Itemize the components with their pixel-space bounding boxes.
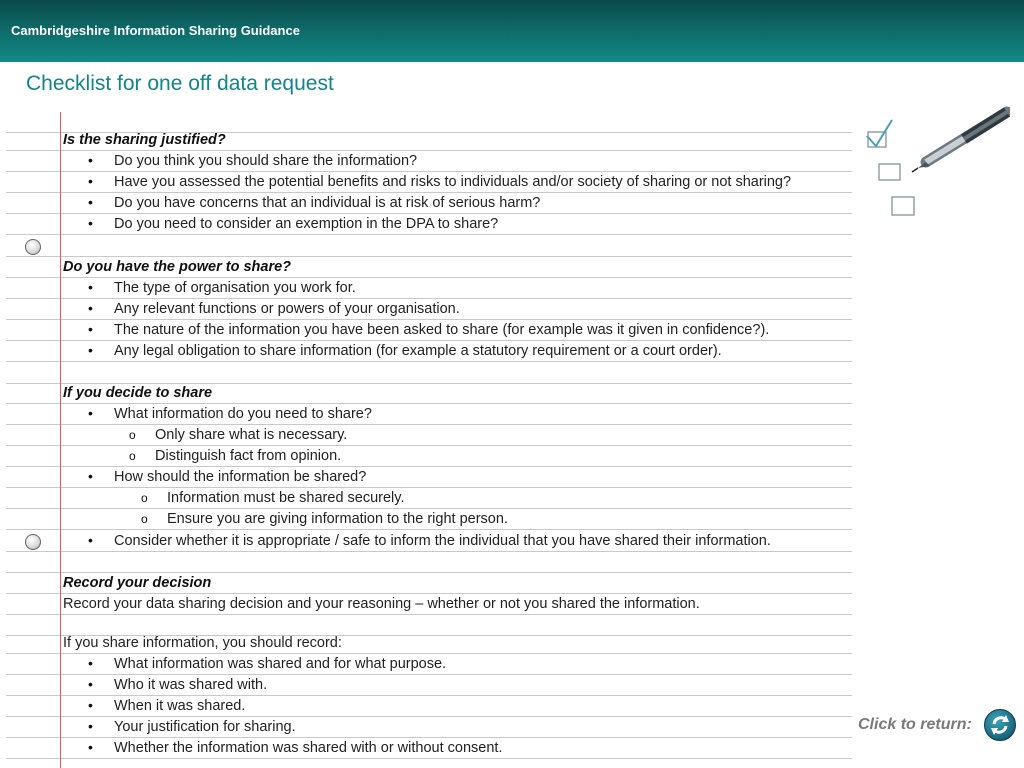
section-heading-power: Do you have the power to share? [63,259,292,275]
list-item [6,446,852,467]
list-item-text: What information was shared and for what purpose. [114,656,447,672]
list-item-text: When it was shared. [114,698,246,714]
list-item [6,299,852,320]
list-item [6,738,852,759]
section-heading-record: Record your decision [63,575,212,591]
list-item-text: Only share what is necessary. [155,427,348,443]
list-item-text: Ensure you are giving information to the right person. [167,511,508,527]
section-heading-row [6,383,852,404]
list-item [6,531,852,552]
radio-button[interactable] [25,239,41,255]
list-item [6,214,852,235]
list-item [6,320,852,341]
bullet: • [88,468,93,484]
bullet: • [88,173,93,189]
bullet: • [88,342,93,358]
list-item-text: Whether the information was shared with or without consent. [114,740,503,756]
return-label: Click to return: [858,716,972,733]
list-item-text: Information must be shared securely. [167,490,405,506]
sub-bullet: o [141,491,148,505]
list-item-text: Do you need to consider an exemption in the DPA to share? [114,216,499,232]
checklist-sheet [6,112,852,768]
bullet: • [88,676,93,692]
header-title: Cambridgeshire Information Sharing Guidance [11,23,300,38]
list-item [6,654,852,675]
list-item [6,488,852,509]
blank-row [6,363,852,384]
bullet: • [88,405,93,421]
sub-bullet: o [141,512,148,526]
record-text: Record your data sharing decision and your reasoning – whether or not you shared the information. [63,596,700,612]
bullet: • [88,194,93,210]
list-item [6,193,852,214]
list-item-text: Consider whether it is appropriate / safe to inform the individual that you have shared their information. [114,533,771,549]
sub-bullet: o [129,449,136,463]
list-item-text: Who it was shared with. [114,677,268,693]
section-heading-row [6,130,852,151]
text-row [6,633,852,654]
bullet: • [88,739,93,755]
list-item [6,509,852,530]
list-item-text: Distinguish fact from opinion. [155,448,342,464]
page-title: Checklist for one off data request [26,72,334,95]
list-item-text: Your justification for sharing. [114,719,296,735]
list-item [6,467,852,488]
list-item [6,425,852,446]
list-item-text: What information do you need to share? [114,406,372,422]
blank-row [6,236,852,257]
list-item [6,172,852,193]
record-intro: If you share information, you should record: [63,635,342,651]
bullet: • [88,279,93,295]
bullet: • [88,300,93,316]
section-heading-decide: If you decide to share [63,385,213,401]
checklist-pen-icon [860,106,1010,228]
section-heading-row [6,257,852,278]
header-bar [0,0,1024,62]
list-item [6,404,852,425]
list-item-text: Do you have concerns that an individual is at risk of serious harm? [114,195,541,211]
list-item [6,151,852,172]
list-item [6,278,852,299]
bullet: • [88,655,93,671]
list-item-text: The type of organisation you work for. [114,280,356,296]
list-item-text: Do you think you should share the information? [114,153,418,169]
section-heading-justified: Is the sharing justified? [63,132,226,148]
bullet: • [88,152,93,168]
list-item [6,341,852,362]
refresh-icon [985,710,1015,740]
list-item-text: The nature of the information you have been asked to share (for example was it given in confidence?). [114,322,770,338]
margin-line [60,112,61,768]
bullet: • [88,697,93,713]
blank-row [6,552,852,573]
list-item [6,696,852,717]
text-row [6,594,852,615]
bullet: • [88,532,93,548]
list-item [6,717,852,738]
bullet: • [88,215,93,231]
list-item-text: Any relevant functions or powers of your organisation. [114,301,460,317]
bullet: • [88,718,93,734]
sub-bullet: o [129,428,136,442]
bullet: • [88,321,93,337]
list-item-text: Any legal obligation to share information (for example a statutory requirement or a court order). [114,343,722,359]
return-button[interactable] [984,709,1016,741]
section-heading-row [6,573,852,594]
list-item-text: Have you assessed the potential benefits and risks to individuals and/or society of sharing or not sharing? [114,174,792,190]
radio-button[interactable] [25,534,41,550]
list-item-text: How should the information be shared? [114,469,367,485]
list-item [6,675,852,696]
